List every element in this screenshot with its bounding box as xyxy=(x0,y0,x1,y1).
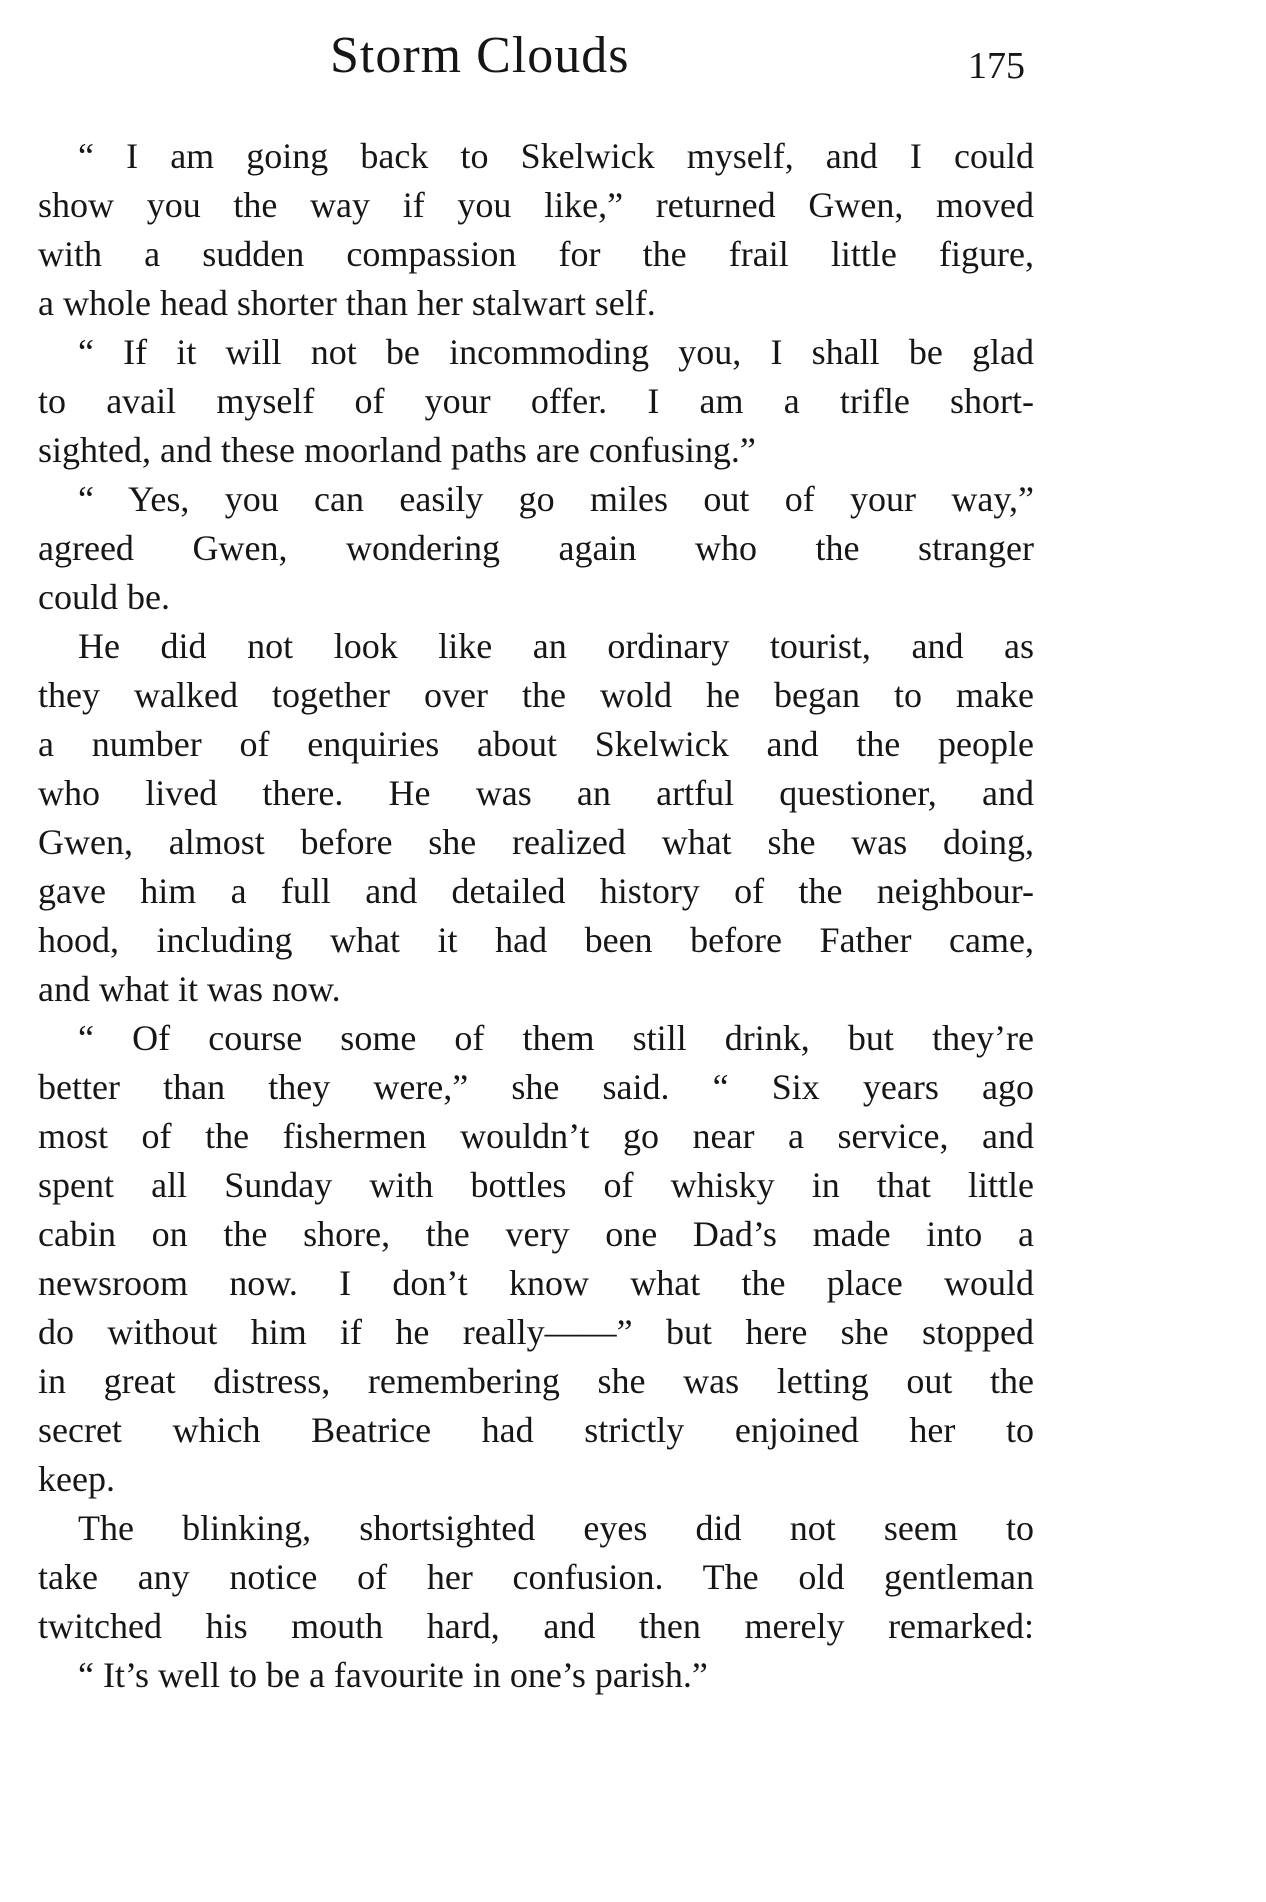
text-line: better than they were,” she said. “ Six years ago xyxy=(38,1067,1034,1107)
text-line: twitched his mouth hard, and then merely remarked: xyxy=(38,1606,1034,1646)
text-line: who lived there. He was an artful questioner, and xyxy=(38,773,1034,813)
text-line: The blinking, shortsighted eyes did not seem to xyxy=(78,1508,1034,1548)
text-line: cabin on the shore, the very one Dad’s made into a xyxy=(38,1214,1034,1254)
paragraph xyxy=(38,622,1034,1014)
text-line: “ Of course some of them still drink, but they’re xyxy=(78,1018,1034,1058)
text-line: “ I am going back to Skelwick myself, and I could xyxy=(78,136,1034,176)
body-text xyxy=(38,132,1034,1700)
text-line: with a sudden compassion for the frail little figure, xyxy=(38,234,1034,274)
text-line: do without him if he really——” but here she stopped xyxy=(38,1312,1034,1352)
text-line: to avail myself of your offer. I am a trifle short- xyxy=(38,381,1034,421)
text-line: they walked together over the wold he began to make xyxy=(38,675,1034,715)
text-line: could be. xyxy=(38,577,170,617)
text-line: hood, including what it had been before Father came, xyxy=(38,920,1034,960)
text-line: He did not look like an ordinary tourist, and as xyxy=(78,626,1034,666)
text-line: sighted, and these moorland paths are confusing.” xyxy=(38,430,756,470)
page-number: 175 xyxy=(968,45,1025,87)
text-line: secret which Beatrice had strictly enjoined her to xyxy=(38,1410,1034,1450)
text-line: a number of enquiries about Skelwick and the people xyxy=(38,724,1034,764)
paragraph xyxy=(38,328,1034,475)
text-line: spent all Sunday with bottles of whisky in that little xyxy=(38,1165,1034,1205)
text-line: “ It’s well to be a favourite in one’s parish.” xyxy=(78,1655,708,1695)
text-line: “ If it will not be incommoding you, I shall be glad xyxy=(78,332,1034,372)
text-line: agreed Gwen, wondering again who the stranger xyxy=(38,528,1034,568)
paragraph xyxy=(38,1014,1034,1504)
text-line: Gwen, almost before she realized what she was doing, xyxy=(38,822,1034,862)
text-line: keep. xyxy=(38,1459,115,1499)
text-line: take any notice of her confusion. The old gentleman xyxy=(38,1557,1034,1597)
paragraph xyxy=(38,1651,1034,1700)
text-line: show you the way if you like,” returned Gwen, moved xyxy=(38,185,1034,225)
paragraph xyxy=(38,475,1034,622)
running-head-title: Storm Clouds xyxy=(330,27,630,84)
text-line: “ Yes, you can easily go miles out of your way,” xyxy=(78,479,1034,519)
paragraph xyxy=(38,132,1034,328)
text-line: a whole head shorter than her stalwart self. xyxy=(38,283,656,323)
text-line: in great distress, remembering she was letting out the xyxy=(38,1361,1034,1401)
text-line: newsroom now. I don’t know what the place would xyxy=(38,1263,1034,1303)
text-line: gave him a full and detailed history of the neighbour- xyxy=(38,871,1034,911)
paragraph xyxy=(38,1504,1034,1651)
text-line: most of the fishermen wouldn’t go near a service, and xyxy=(38,1116,1034,1156)
text-line: and what it was now. xyxy=(38,969,341,1009)
